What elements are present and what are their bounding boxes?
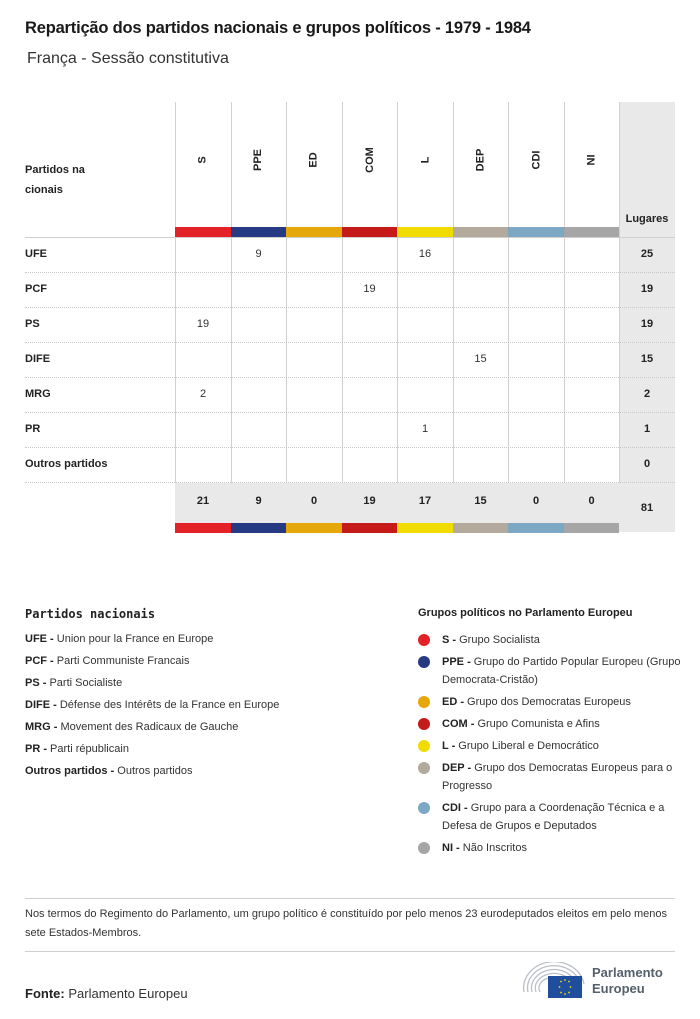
legend-party-item — [25, 677, 122, 689]
group-header-label: ED — [308, 152, 320, 168]
group-color-bar-top — [342, 227, 398, 237]
legend-groups-title: Grupos políticos no Parlamento Europeu — [418, 607, 633, 619]
legend-party-item — [25, 765, 193, 777]
legend-party-code: Outros partidos - — [25, 765, 115, 777]
legend-color-dot-icon — [418, 802, 430, 814]
row-label-outros-partidos: Outros partidos — [25, 458, 108, 470]
group-color-bar-bottom — [286, 523, 342, 533]
group-header-label: NI — [585, 154, 598, 166]
row-divider — [25, 482, 675, 483]
table-cell: 1 — [421, 423, 429, 435]
legend-group-name: Grupo Liberal e Democrático — [455, 740, 599, 752]
legend-group-item — [442, 631, 682, 649]
legend-party-item — [25, 633, 213, 645]
group-total: 0 — [588, 495, 595, 507]
legend-color-dot-icon — [418, 696, 430, 708]
row-divider — [25, 377, 675, 378]
group-header-ed — [286, 140, 342, 180]
group-color-bar-top — [175, 227, 231, 237]
legend-color-dot-icon — [418, 762, 430, 774]
table-cell: 2 — [199, 388, 207, 400]
source-label: Fonte: — [25, 986, 65, 1001]
legend-color-dot-icon — [418, 634, 430, 646]
legend-party-code: UFE - — [25, 633, 54, 645]
legend-group-item — [442, 693, 682, 711]
legend-party-item — [25, 655, 189, 667]
legend-party-code: PR - — [25, 743, 47, 755]
row-total: 2 — [643, 388, 651, 400]
legend-group-name: Grupo Socialista — [456, 634, 540, 646]
group-header-com — [342, 140, 398, 180]
legend-group-code: CDI - — [442, 802, 468, 814]
legend-group-name: Grupo do Partido Popular Europeu (Grupo Democrata-Cristão) — [442, 656, 681, 686]
group-color-bar-top — [453, 227, 509, 237]
group-header-ppe — [231, 140, 287, 180]
row-divider — [25, 342, 675, 343]
legend-party-name: Movement des Radicaux de Gauche — [57, 721, 239, 733]
group-header-cdi — [508, 140, 564, 180]
legend-party-name: Parti républicain — [47, 743, 129, 755]
legend-group-code: PPE - — [442, 656, 471, 668]
legend-group-code: COM - — [442, 718, 475, 730]
legend-group-code: DEP - — [442, 762, 472, 774]
table-cell: 16 — [418, 248, 432, 260]
table-cell: 19 — [363, 283, 376, 295]
group-total: 17 — [418, 495, 432, 507]
row-total: 0 — [643, 458, 651, 470]
legend-group-code: ED - — [442, 696, 464, 708]
group-total: 15 — [474, 495, 487, 507]
group-header-label: S — [197, 156, 209, 164]
legend-color-dot-icon — [418, 718, 430, 730]
footer-divider-top — [25, 898, 675, 899]
group-header-dep — [453, 140, 509, 180]
legend-group-item — [442, 799, 682, 835]
group-total: 0 — [532, 495, 540, 507]
source-line — [25, 986, 188, 1001]
legend-party-name: Parti Socialiste — [46, 677, 123, 689]
group-color-bar-top — [286, 227, 342, 237]
legend-party-name: Union pour la France en Europe — [53, 633, 214, 645]
row-total: 19 — [640, 318, 654, 330]
group-color-bar-top — [508, 227, 564, 237]
row-total: 1 — [643, 423, 651, 435]
logo-text-line1: Parlamento — [592, 965, 663, 980]
group-color-bar-bottom — [342, 523, 398, 533]
legend-group-name: Não Inscritos — [459, 842, 527, 854]
row-label-pr: PR — [25, 423, 41, 435]
legend-group-code: NI - — [442, 842, 460, 854]
legend-party-name: Outros partidos — [114, 765, 193, 777]
legend-party-item — [25, 721, 238, 733]
row-header-label: Partidos nacionais — [25, 164, 85, 196]
legend-party-code: PCF - — [25, 655, 54, 667]
legend-group-item — [442, 839, 682, 857]
chart-subtitle: França - Sessão constitutiva — [27, 50, 229, 67]
legend-group-item — [442, 737, 682, 755]
lugares-header: Lugares — [625, 213, 669, 225]
row-divider — [25, 412, 675, 413]
group-color-bar-top — [397, 227, 453, 237]
legend-party-code: MRG - — [25, 721, 58, 733]
table-cell: 9 — [255, 248, 262, 260]
legend-party-item — [25, 699, 279, 711]
group-color-bar-bottom — [564, 523, 620, 533]
legend-color-dot-icon — [418, 740, 430, 752]
group-total: 0 — [310, 495, 318, 507]
group-color-bar-top — [564, 227, 620, 237]
group-header-l — [397, 140, 453, 180]
legend-party-code: DIFE - — [25, 699, 57, 711]
row-total: 19 — [640, 283, 654, 295]
row-label-ufe: UFE — [25, 248, 47, 260]
legend-group-item — [442, 715, 682, 733]
legend-color-dot-icon — [418, 842, 430, 854]
group-header-label: DEP — [474, 148, 487, 172]
logo-text — [592, 965, 663, 997]
row-divider — [25, 447, 675, 448]
group-header-ni — [564, 140, 620, 180]
group-color-bar-top — [231, 227, 287, 237]
hemicycle-icon — [520, 962, 588, 998]
table-cell: 19 — [196, 318, 210, 330]
group-header-label: CDI — [529, 150, 542, 170]
group-color-bar-bottom — [453, 523, 509, 533]
group-total: 9 — [255, 495, 262, 507]
parliament-logo — [520, 962, 680, 998]
legend-group-item — [442, 653, 682, 689]
row-divider — [25, 307, 675, 308]
row-total: 25 — [640, 248, 654, 260]
legend-party-name: Défense des Intérêts de la France en Europe — [56, 699, 280, 711]
header-divider — [25, 237, 675, 238]
legend-party-code: PS - — [25, 677, 47, 689]
row-label-pcf: PCF — [25, 283, 47, 295]
legend-group-code: S - — [442, 634, 457, 646]
legend-group-name: Grupo Comunista e Afins — [474, 718, 600, 730]
group-header-label: PPE — [252, 148, 265, 172]
row-label-mrg: MRG — [25, 388, 51, 400]
row-total: 15 — [640, 353, 654, 365]
row-label-ps: PS — [25, 318, 40, 330]
row-label-dife: DIFE — [25, 353, 51, 365]
legend-group-code: L - — [442, 740, 456, 752]
chart-title: Repartição dos partidos nacionais e grupos políticos - 1979 - 1984 — [25, 19, 531, 37]
group-total: 21 — [196, 495, 210, 507]
group-color-bar-bottom — [508, 523, 564, 533]
group-color-bar-bottom — [175, 523, 231, 533]
legend-group-name: Grupo dos Democratas Europeus para o Progresso — [442, 762, 673, 792]
group-color-bar-bottom — [231, 523, 287, 533]
group-header-label: L — [418, 156, 431, 164]
row-divider — [25, 272, 675, 273]
legend-group-item — [442, 759, 682, 795]
legend-parties-title: Partidos nacionais — [25, 607, 156, 621]
legend-party-item — [25, 743, 129, 755]
legend-group-name: Grupo para a Coordenação Técnica e a Defesa de Grupos e Deputados — [442, 802, 665, 832]
table-cell: 15 — [474, 353, 487, 365]
group-header-label: COM — [363, 147, 376, 173]
legend-party-name: Parti Communiste Francais — [53, 655, 190, 667]
group-total: 19 — [363, 495, 376, 507]
legend-group-name: Grupo dos Democratas Europeus — [464, 696, 631, 708]
footnote: Nos termos do Regimento do Parlamento, um grupo político é constituído por pelo menos 23 eurodeputados eleitos em pelo menos sete Estados-Membros. — [25, 908, 668, 939]
legend-color-dot-icon — [418, 656, 430, 668]
group-color-bar-bottom — [397, 523, 453, 533]
footer-divider-bottom — [25, 951, 675, 952]
logo-text-line2: Europeu — [592, 981, 645, 996]
group-header-s — [175, 140, 231, 180]
grand-total: 81 — [640, 502, 654, 514]
source-value: Parlamento Europeu — [68, 986, 188, 1001]
